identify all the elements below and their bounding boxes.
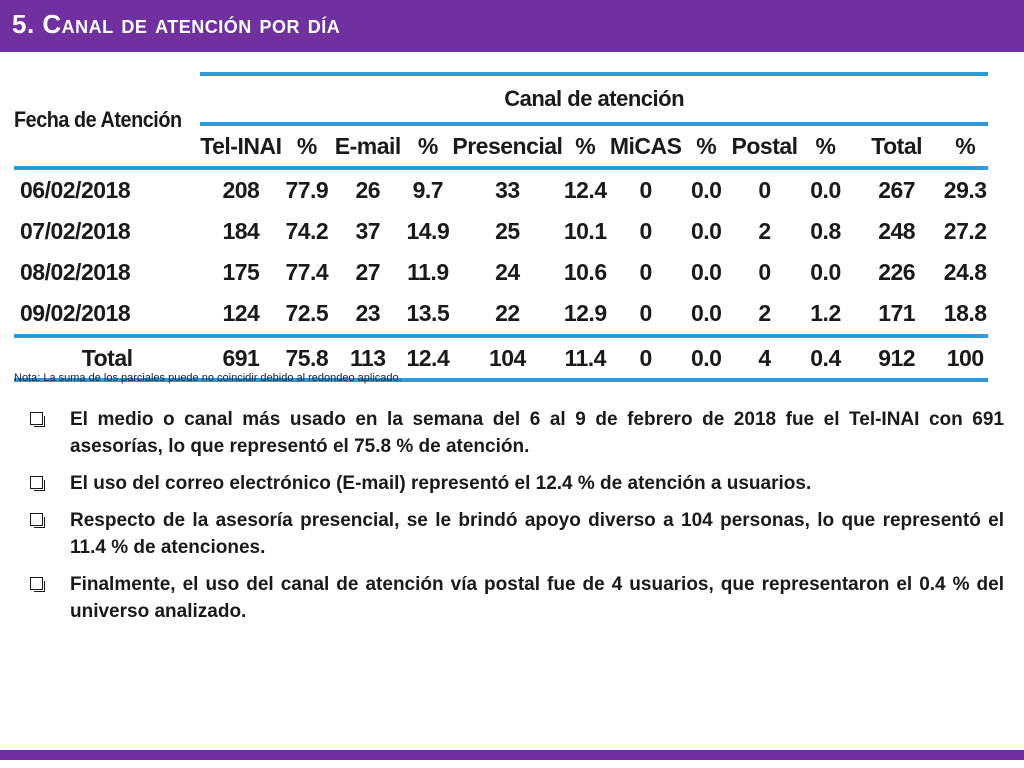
table-cell: 0 <box>639 259 652 285</box>
table-cell: 13.5 <box>403 293 452 336</box>
table-note: Nota: La suma de los parciales puede no coincidir debido al redondeo aplicado. <box>14 372 402 384</box>
table-cell: 2 <box>758 218 771 244</box>
bullet-text: Finalmente, el uso del canal de atención vía postal fue de 4 usuarios, que representaron el 0.4 % del universo analizado. <box>70 574 1004 622</box>
table-cell: 0.0 <box>683 168 729 211</box>
footer-bar <box>0 750 1024 760</box>
table-row <box>14 211 988 252</box>
group-header-row <box>14 74 988 124</box>
total-cell: 912 <box>851 336 942 380</box>
table-cell: 23 <box>332 293 403 336</box>
table-cell: 18.8 <box>942 293 988 336</box>
table-cell: 248 <box>878 218 916 244</box>
table-cell: 175 <box>222 259 260 285</box>
table-cell: 12.9 <box>562 293 608 336</box>
table-cell: 10.1 <box>563 218 607 244</box>
table-cell: 0.0 <box>690 259 722 285</box>
attention-table <box>14 72 988 382</box>
table-cell: 171 <box>851 293 942 336</box>
row-date: 06/02/2018 <box>14 168 200 211</box>
total-cell: 12.4 <box>403 336 452 380</box>
checkbox-bullet-icon <box>30 476 43 489</box>
table-cell: 14.9 <box>406 218 450 244</box>
total-cell: 0.4 <box>800 336 851 380</box>
row-date: 07/02/2018 <box>20 218 131 244</box>
table-cell: 9.7 <box>403 168 452 211</box>
table-cell: 22 <box>452 293 562 336</box>
table-cell: 24.8 <box>943 259 987 285</box>
table-cell: 29.3 <box>942 168 988 211</box>
table-cell: 24 <box>495 259 520 285</box>
bullet-item <box>30 470 1004 497</box>
table-cell: 1.2 <box>800 293 851 336</box>
total-label: Total <box>14 336 200 380</box>
column-header: % <box>281 124 332 168</box>
bullet-text: Respecto de la asesoría presencial, se le brindó apoyo diverso a 104 personas, lo que representó el 11.4 % de atenciones. <box>70 510 1004 558</box>
bullet-text: El uso del correo electrónico (E-mail) representó el 12.4 % de atención a usuarios. <box>70 473 812 494</box>
row-date: 09/02/2018 <box>14 293 200 336</box>
total-cell: 11.4 <box>562 336 608 380</box>
table-cell: 74.2 <box>285 218 329 244</box>
column-header: Tel-INAI <box>200 124 281 168</box>
table-cell: 0 <box>639 218 652 244</box>
bullet-item <box>30 406 1004 460</box>
checkbox-bullet-icon <box>30 577 43 590</box>
column-header: % <box>800 124 851 168</box>
total-cell: 75.8 <box>281 336 332 380</box>
table-cell: 0 <box>729 168 800 211</box>
total-cell: 4 <box>729 336 800 380</box>
checkbox-bullet-icon <box>30 513 43 526</box>
table-cell: 0 <box>608 293 683 336</box>
bullet-item <box>30 507 1004 561</box>
total-cell: 113 <box>332 336 403 380</box>
total-cell: 100 <box>942 336 988 380</box>
slide-title: 5. Canal de atención por día <box>12 9 341 39</box>
column-header: Total <box>851 124 942 168</box>
table-cell: 0.0 <box>800 168 851 211</box>
total-cell: 0 <box>608 336 683 380</box>
table-cell: 2 <box>729 293 800 336</box>
total-cell: 104 <box>452 336 562 380</box>
table-cell: 77.4 <box>285 259 329 285</box>
table-cell: 0.0 <box>810 259 841 285</box>
table-cell: 77.9 <box>281 168 332 211</box>
column-header: % <box>562 124 608 168</box>
table-cell: 72.5 <box>281 293 332 336</box>
column-header: Postal <box>729 124 800 168</box>
total-cell: 0.0 <box>683 336 729 380</box>
column-header: Presencial <box>452 124 562 168</box>
table-cell: 0 <box>608 168 683 211</box>
bullet-list <box>30 406 1004 635</box>
table-cell: 0.0 <box>690 218 722 244</box>
table-row <box>14 168 988 211</box>
group-header-canal: Canal de atención <box>200 74 988 124</box>
table-cell: 0.8 <box>810 218 841 244</box>
table-cell: 25 <box>495 218 520 244</box>
bullet-text: El medio o canal más usado en la semana del 6 al 9 de febrero de 2018 fue el Tel-INAI con 691 asesorías, lo que representó el 75.8 % de atención. <box>70 409 1004 457</box>
table-cell: 37 <box>355 218 381 244</box>
column-header: E-mail <box>332 124 403 168</box>
table-cell: 33 <box>452 168 562 211</box>
table-cell: 26 <box>332 168 403 211</box>
table-cell: 27.2 <box>943 218 987 244</box>
table-cell: 0.0 <box>683 293 729 336</box>
table-cell: 267 <box>851 168 942 211</box>
slide-header <box>0 0 1024 52</box>
table-cell: 27 <box>355 259 381 285</box>
table-cell: 124 <box>200 293 281 336</box>
checkbox-bullet-icon <box>30 412 43 425</box>
table-cell: 12.4 <box>562 168 608 211</box>
column-header: % <box>942 124 988 168</box>
table-cell: 10.6 <box>563 259 607 285</box>
bullet-item <box>30 571 1004 625</box>
attention-table-wrapper <box>14 72 988 382</box>
table-cell: 184 <box>222 218 260 244</box>
row-date: 08/02/2018 <box>20 259 131 285</box>
table-row <box>14 293 988 336</box>
table-cell: 208 <box>200 168 281 211</box>
table-cell: 0 <box>758 259 771 285</box>
column-header: MiCAS <box>608 124 683 168</box>
table-row <box>14 252 988 293</box>
column-header: % <box>683 124 729 168</box>
column-header: % <box>403 124 452 168</box>
table-cell: 226 <box>878 259 916 285</box>
row-header-fecha: Fecha de Atención <box>14 107 182 132</box>
total-cell: 691 <box>200 336 281 380</box>
table-cell: 11.9 <box>407 259 449 285</box>
